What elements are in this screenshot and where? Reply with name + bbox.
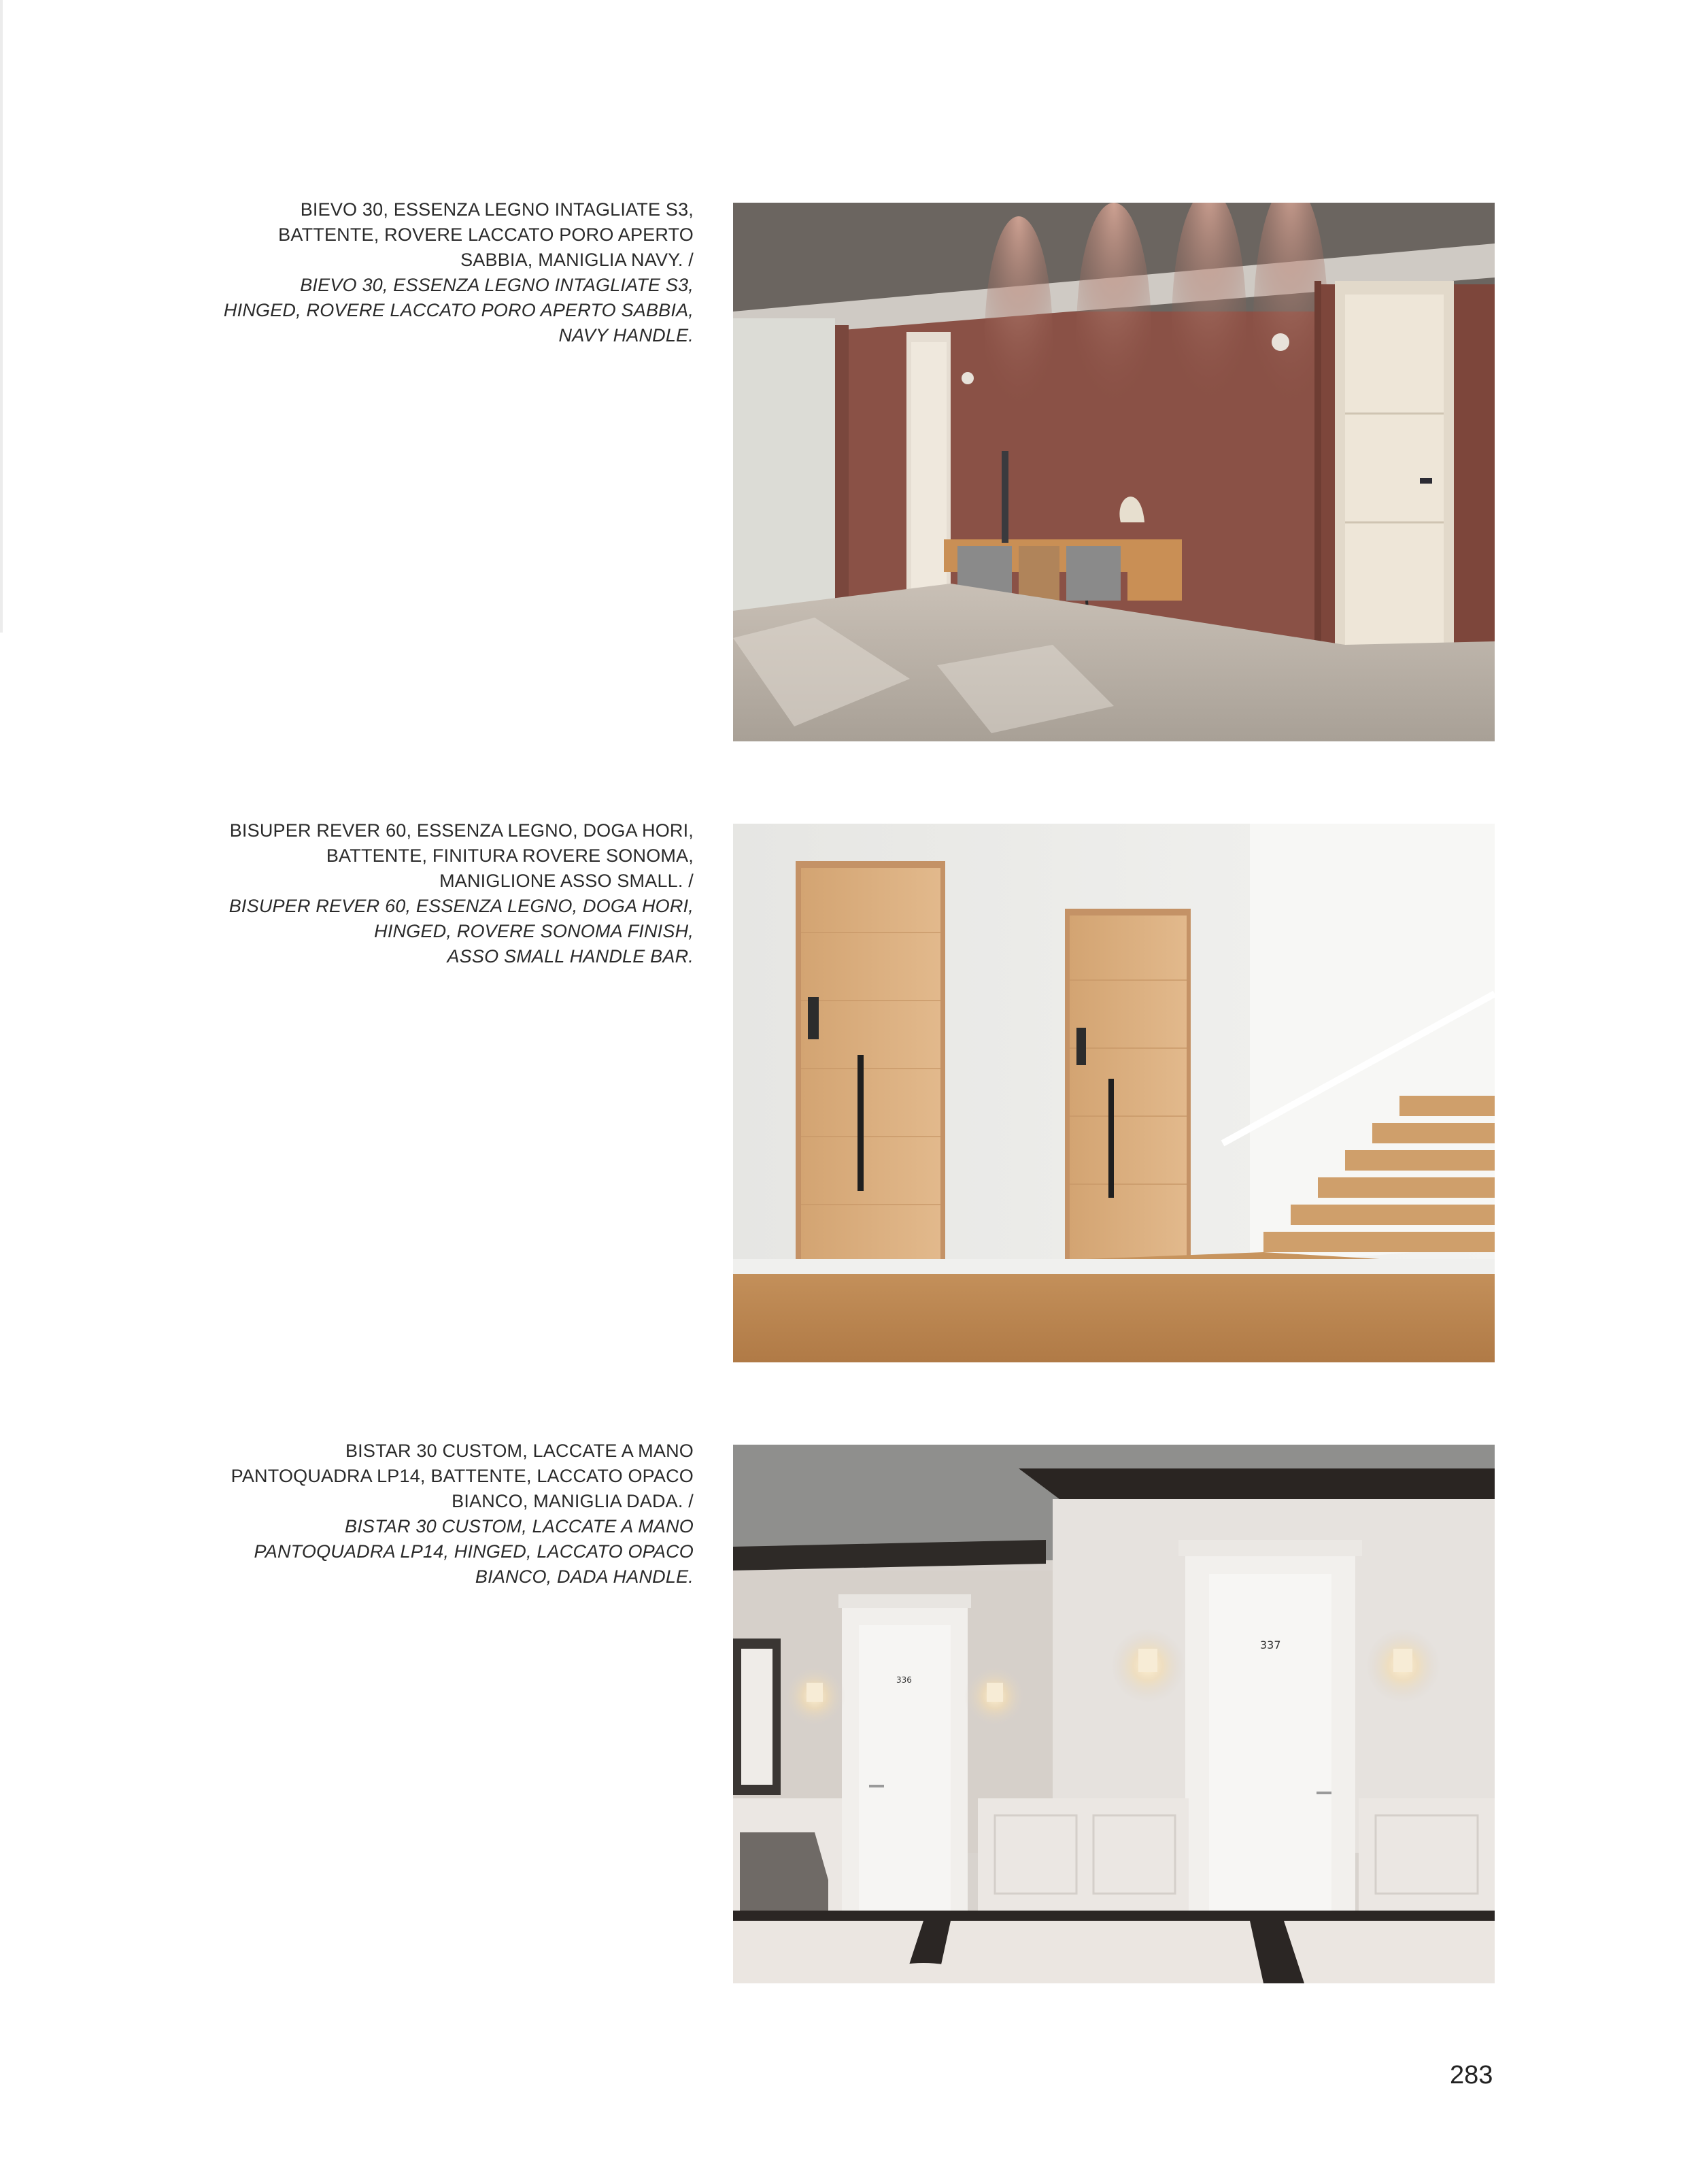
caption-2-en-line-2: HINGED, ROVERE SONOMA FINISH, <box>374 921 694 941</box>
caption-2-en-line-3: ASSO SMALL HANDLE BAR. <box>447 946 694 967</box>
page-number: 283 <box>1450 2061 1493 2089</box>
caption-2 <box>136 818 694 969</box>
caption-1-en-line-3: NAVY HANDLE. <box>558 325 694 346</box>
caption-1-it-line-1: BIEVO 30, ESSENZA LEGNO INTAGLIATE S3, <box>300 199 694 220</box>
caption-3-it-line-2: PANTOQUADRA LP14, BATTENTE, LACCATO OPACO <box>231 1466 694 1486</box>
room-number-337: 337 <box>1260 1639 1281 1651</box>
caption-2-it-line-2: BATTENTE, FINITURA ROVERE SONOMA, <box>326 845 694 866</box>
caption-1-it-line-2: BATTENTE, ROVERE LACCATO PORO APERTO <box>278 224 694 245</box>
caption-2-it-line-1: BISUPER REVER 60, ESSENZA LEGNO, DOGA HORI, <box>229 820 694 841</box>
caption-3-en-line-2: PANTOQUADRA LP14, HINGED, LACCATO OPACO <box>254 1541 694 1562</box>
caption-2-it-line-3: MANIGLIONE ASSO SMALL. / <box>439 871 694 891</box>
photo-bistar-30-custom-hotel-corridor <box>733 1445 1495 1983</box>
caption-1-en-line-1: BIEVO 30, ESSENZA LEGNO INTAGLIATE S3, <box>300 275 694 295</box>
caption-1-it-line-3: SABBIA, MANIGLIA NAVY. / <box>460 250 694 270</box>
room-number-336: 336 <box>896 1675 912 1685</box>
photo-bievo-30-corridor <box>733 203 1495 741</box>
caption-3-en-line-3: BIANCO, DADA HANDLE. <box>475 1566 694 1587</box>
caption-3 <box>136 1439 694 1590</box>
caption-3-it-line-1: BISTAR 30 CUSTOM, LACCATE A MANO <box>345 1441 694 1461</box>
caption-1-en-line-2: HINGED, ROVERE LACCATO PORO APERTO SABBIA, <box>223 300 694 320</box>
photo-bisuper-rever-60-hall <box>733 824 1495 1362</box>
caption-1 <box>136 197 694 348</box>
caption-2-en-line-1: BISUPER REVER 60, ESSENZA LEGNO, DOGA HORI, <box>228 896 694 916</box>
page-binding-edge <box>0 0 3 633</box>
caption-3-it-line-3: BIANCO, MANIGLIA DADA. / <box>452 1491 694 1511</box>
caption-3-en-line-1: BISTAR 30 CUSTOM, LACCATE A MANO <box>345 1516 694 1536</box>
